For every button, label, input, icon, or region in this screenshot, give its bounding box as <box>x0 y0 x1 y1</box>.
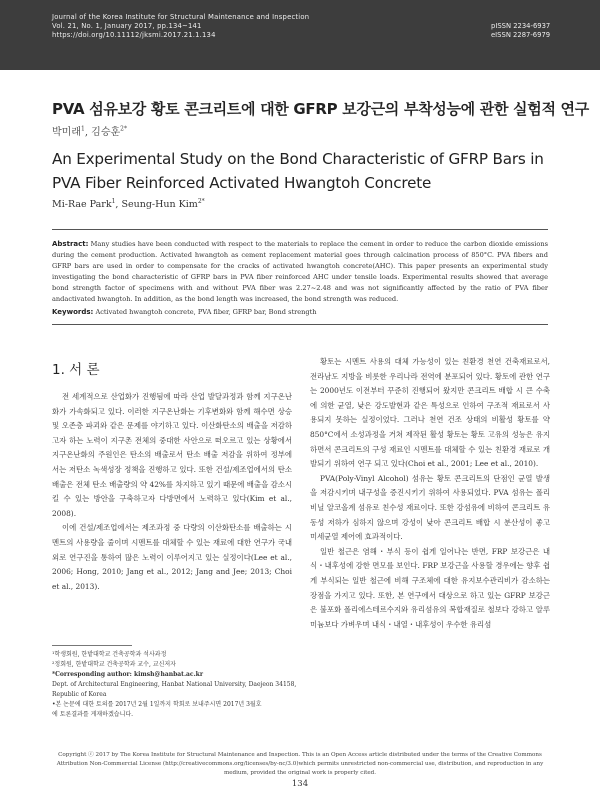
footnote-rule <box>52 645 132 646</box>
right-column <box>310 355 550 632</box>
abstract-label: Abstract: <box>52 240 89 248</box>
author-en-2-sup: 2* <box>197 197 205 205</box>
author-ko-2-sup: 2* <box>120 125 127 133</box>
paragraph: 이에 건설/제조업에서는 제조과정 중 다량의 이산화탄소를 배출하는 시멘트의 사용량을 줄이며 시멘트를 대체할 수 있는 재료에 대한 연구가 국내외로 연구진을 통하여 많은 노력이 이루어지고 있는 실정이다(Lee et al., 2006; Hong, 2010; Jang et al., 2012; Jang and Jee; 2013; Choi et al., 2013). <box>52 523 292 591</box>
paragraph: PVA(Poly-Vinyl Alcohol) 섬유는 황토 콘크리트의 단점인 균열 발생을 저감시키며 내구성을 증진시키기 위하여 사용되었다. PVA 섬유는 폴리비닐 알코올계 섬유로 친수성 재료이다. 또한 강섬유에 비하여 콘크리트 유동성 저하가 심하지 않으며 강성이 낮아 콘크리트 배합 시 분산성이 좋고 미세균열 제어에 효과적이다. <box>310 473 550 542</box>
footnote: 에 토론결과를 게재하겠습니다. <box>52 711 134 718</box>
page-number: 134 <box>291 779 309 789</box>
pissn: pISSN 2234-6937 <box>491 22 551 30</box>
author-ko-1-sup: 1 <box>80 125 85 133</box>
keywords <box>52 308 548 316</box>
author-en-1-sup: 1 <box>111 197 116 205</box>
journal-header <box>0 0 600 70</box>
eissn: eISSN 2287-6979 <box>491 31 551 39</box>
keywords-label: Keywords: <box>52 308 94 316</box>
authors-korean: 박미래$^1$, 김승훈$^{2*}$ <box>52 125 127 138</box>
author-en-2: Seung-Hun Kim <box>121 199 198 210</box>
title-korean: PVA 섬유보강 황토 콘크리트에 대한 GFRP 보강근의 부착성능에 관한 실험적 연구 <box>52 100 589 118</box>
abstract-text: Many studies have been conducted with respect to the materials to replace the cement in order to reduce the carbon dioxide emissions during the cement production. Activated hwangtoh as cement replacement material goes through calcination process of 850°C. PVA fibers and GFRP bars are used in order to compensate for the cracks of activated hwangtoh concrete(AHC). This paper presents an experimental study investigating the bond characteristic of GFRP bars in PVA fiber reinforced AHC under tensile loads. Experimental results showed that average bond strength factor of specimens with and without PVA fiber was 2.27~2.48 and was not significantly affected by the ratio of PVA fiber andactivated hwangtoh. In addition, as the bond length was increased, the bond strength was reduced. <box>52 240 548 303</box>
paragraph: 황토는 시멘트 사용의 대체 가능성이 있는 친환경 천연 건축재료로서, 전라남도 지방을 비롯한 우리나라 전역에 분포되어 있다. 황토에 관한 연구는 2000년도 이전부터 꾸준히 진행되어 왔지만 콘크리트 배합 시 큰 수축에 의한 균열, 낮은 강도발현과 같은 특성으로 인하여 구조적 재료로서 사용되지 못하는 실정이었다. 그러나 천연 건조 상태의 비활성 황토를 약 850°C에서 소성과정을 거쳐 제작된 활성 황토는 황토 고유의 성능은 유지하면서 콘크리트의 구성 재료인 시멘트를 대체할 수 있는 친환경 재료로 개발되기 위하여 연구 되고 있다(Choi et al., 2001; Lee et al., 2010). <box>310 357 550 469</box>
corresponding-author: *Corresponding author: kimsh@hanbat.ac.kr <box>52 671 203 678</box>
footnotes <box>52 650 297 720</box>
paragraph: 전 세계적으로 산업화가 진행됨에 따라 산업 발달과정과 함께 지구온난화가 가속화되고 있다. 이러한 지구온난화는 기후변화와 함께 해수면 상승 및 오존층 파괴와 같은 문제를 야기하고 있다. 이산화탄소의 배출을 저감하고자 하는 노력이 지구촌 전체의 중대한 사안으로 떠오르고 있는 상황에서 지구온난화의 주원인은 탄소의 배출로서 탄소 배출 저감을 위하여 정부에서는 저탄소 녹색성장 정책을 진행하고 있다. 또한 건설/제조업에서의 탄소 배출은 전체 탄소 배출량의 약 42%를 차지하고 있기 때문에 배출을 감소시킬 수 있는 방안을 구축하고자 다방면에서 노력하고 있다(Kim et al., 2008). <box>52 392 292 518</box>
section-heading-introduction: 1. 서 론 <box>52 362 100 378</box>
journal-doi[interactable]: https://doi.org/10.11112/jksmi.2017.21.1.134 <box>52 31 216 39</box>
abstract-top-rule <box>52 229 548 230</box>
author-en-1: Mi-Rae Park <box>52 199 112 210</box>
paragraph: 일반 철근은 염해・부식 등이 쉽게 일어나는 반면, FRP 보강근은 내식・내후성에 강한 면모를 보인다. FRP 보강근을 사용할 경우에는 향후 쉽게 부식되는 일반 철근에 비해 구조체에 대한 유지보수관리비가 감소하는 장점을 가지고 있다. 또한, 본 연구에서 대상으로 하고 있는 GFRP 보강근은 불포화 폴리에스테르수지와 유리섬유의 복합재질로 철보다 강하고 알루미늄보다 가벼우며 내식・내열・내후성이 우수한 유리섬 <box>310 546 550 629</box>
left-column <box>52 390 292 594</box>
keywords-text: Activated hwangtoh concrete, PVA fiber, GFRP bar, Bond strength <box>95 308 317 316</box>
footnote: Dept. of Architectural Engineering, Hanbat National University, Daejeon 34158, <box>52 681 297 688</box>
title-english: An Experimental Study on the Bond Characteristic of GFRP Bars in PVA Fiber Reinforced Activated Hwangtoh Concrete <box>52 150 544 192</box>
journal-volume: Vol. 21, No. 1, January 2017, pp.134~141 <box>52 22 202 30</box>
footnote: Republic of Korea <box>52 691 107 698</box>
footnote: ²정회원, 한밭대학교 건축공학과 교수, 교신저자 <box>52 661 176 668</box>
abstract-bottom-rule <box>52 324 548 325</box>
abstract <box>52 239 548 305</box>
footnote: •본 논문에 대한 토의를 2017년 2월 1일까지 학회로 보내주시면 2017년 3월호 <box>52 701 262 708</box>
authors-english: Mi-Rae Park$^1$, Seung-Hun Kim$^{2*}$ <box>52 197 205 210</box>
copyright-notice: Copyright ⓒ 2017 by The Korea Institute for Structural Maintenance and Inspection. This is an Open Access article distributed under the terms of the Creative Commons Attribution Non-Commercial License (http://creativecommons.org/licenses/by-nc/3.0)which permits unrestricted non-commercial use, distribution, and reproduction in any medium, provided the original work is properly cited. <box>56 752 544 776</box>
footnote: ¹학생회원, 한밭대학교 건축공학과 석사과정 <box>52 651 167 658</box>
journal-name: Journal of the Korea Institute for Structural Maintenance and Inspection <box>52 13 310 21</box>
author-ko-2: 김승훈 <box>91 127 121 138</box>
author-ko-1: 박미래 <box>52 127 81 138</box>
